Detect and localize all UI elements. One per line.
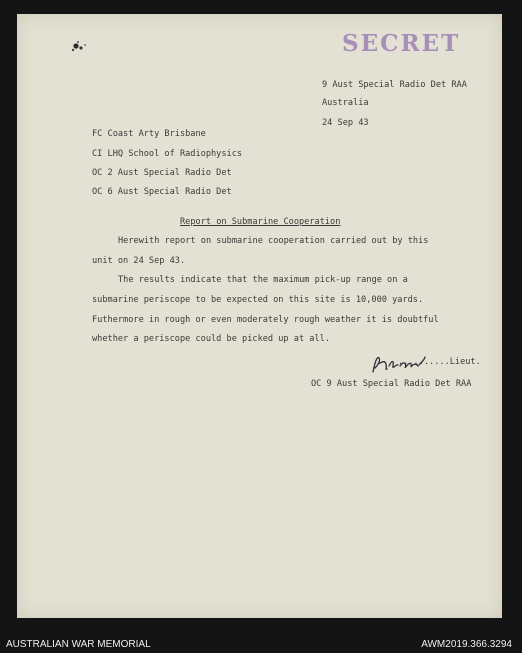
body-line: unit on 24 Sep 43. (92, 256, 186, 266)
document-page (17, 14, 502, 618)
sender-unit: 9 Aust Special Radio Det RAA (322, 80, 467, 90)
addressee-line: CI LHQ School of Radiophysics (92, 149, 243, 159)
rank-line: ..........Lieut. (398, 357, 481, 367)
body-line: The results indicate that the maximum pick-up range on a (118, 275, 408, 285)
addressee-line: OC 6 Aust Special Radio Det (92, 187, 232, 197)
footer-accession-number: AWM2019.366.3294 (421, 639, 512, 650)
body-line: submarine periscope to be expected on this site is 10,000 yards. (92, 295, 424, 305)
letter-date: 24 Sep 43 (322, 118, 369, 128)
sender-country: Australia (322, 98, 369, 108)
signatory-unit: OC 9 Aust Special Radio Det RAA (311, 379, 472, 389)
secret-stamp: SECRET (342, 30, 461, 57)
ink-smudge (67, 37, 97, 59)
body-line: whether a periscope could be picked up at all. (92, 334, 330, 344)
footer-archive-name: AUSTRALIAN WAR MEMORIAL (6, 639, 151, 650)
addressee-line: OC 2 Aust Special Radio Det (92, 168, 232, 178)
body-line: Herewith report on submarine cooperation carried out by this (118, 236, 429, 246)
addressee-line: FC Coast Arty Brisbane (92, 129, 206, 139)
report-title: Report on Submarine Cooperation (180, 217, 341, 227)
body-line: Futhermore in rough or even moderately rough weather it is doubtful (92, 315, 439, 325)
